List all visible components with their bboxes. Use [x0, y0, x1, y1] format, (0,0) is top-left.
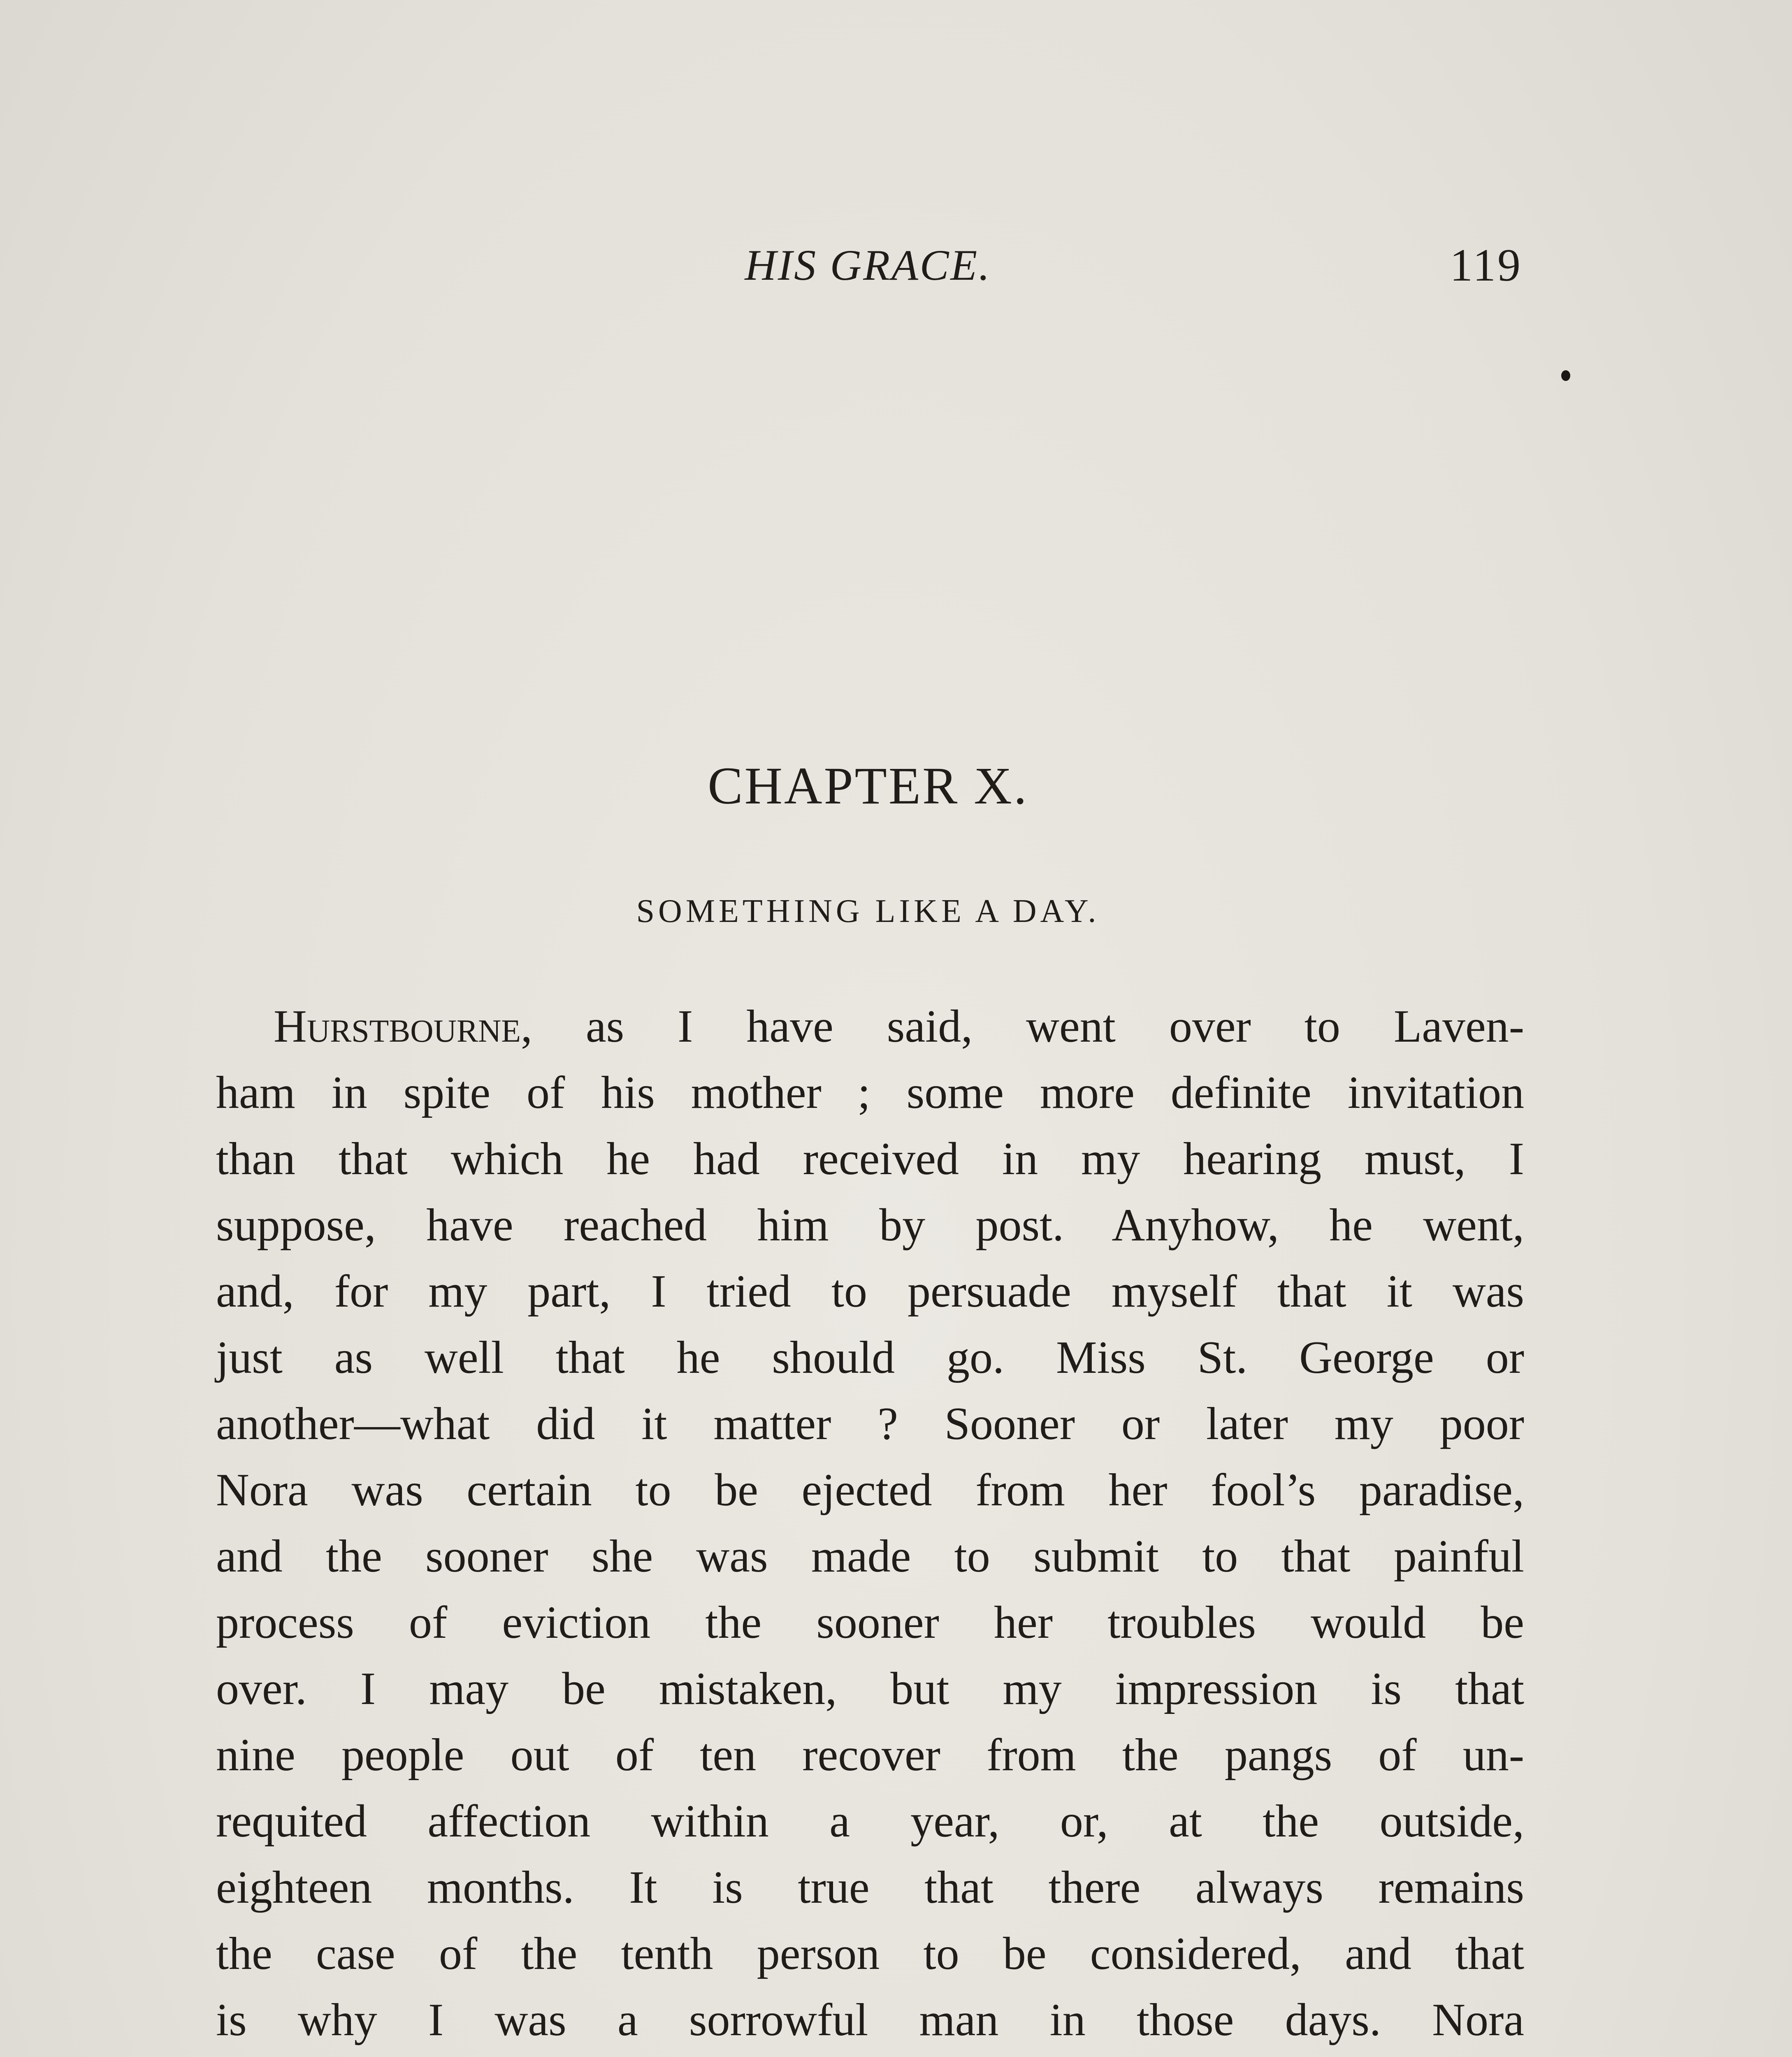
text-line-17: [216, 2053, 1524, 2057]
body-text: [216, 994, 1524, 2057]
text-line-9: and the sooner she was made to submit to that painful: [216, 1531, 1524, 1582]
text-line-4: suppose, have reached him by post. Anyhow, he went,: [216, 1200, 1524, 1251]
page-number: 119: [1450, 240, 1522, 291]
text-line-3: than that which he had received in my hearing must, I: [216, 1133, 1524, 1184]
ink-speck: [1561, 370, 1570, 381]
text-line-5: and, for my part, I tried to persuade myself that it was: [216, 1266, 1524, 1317]
text-line-1-rest: , as I have said, went over to Laven-: [520, 1001, 1524, 1052]
text-line-15: the case of the tenth person to be considered, and that: [216, 1928, 1524, 1979]
chapter-title: CHAPTER X.: [708, 757, 1028, 815]
text-line-8: Nora was certain to be ejected from her fool’s paradise,: [216, 1465, 1524, 1516]
chapter-subtitle: SOMETHING LIKE A DAY.: [636, 893, 1100, 929]
text-line-10: process of eviction the sooner her troubles would be: [216, 1597, 1524, 1648]
running-head: [214, 230, 1522, 300]
text-line-13: requited affection within a year, or, at the outside,: [216, 1796, 1524, 1847]
text-line-6: just as well that he should go. Miss St. George or: [216, 1332, 1524, 1383]
running-title: HIS GRACE.: [745, 241, 991, 289]
text-line-1: [216, 994, 1524, 1060]
text-line-7: another—what did it matter ? Sooner or later my poor: [216, 1398, 1524, 1449]
text-line-11: over. I may be mistaken, but my impression is that: [216, 1663, 1524, 1714]
text-line-14: eighteen months. It is true that there always remains: [216, 1862, 1524, 1913]
opening-word: Hurstbourne: [274, 1001, 521, 1052]
text-line-16: is why I was a sorrowful man in those days. Nora: [216, 1994, 1524, 2045]
text-line-2: ham in spite of his mother ; some more definite invitation: [216, 1067, 1524, 1118]
text-line-12: nine people out of ten recover from the pangs of un-: [216, 1730, 1524, 1781]
